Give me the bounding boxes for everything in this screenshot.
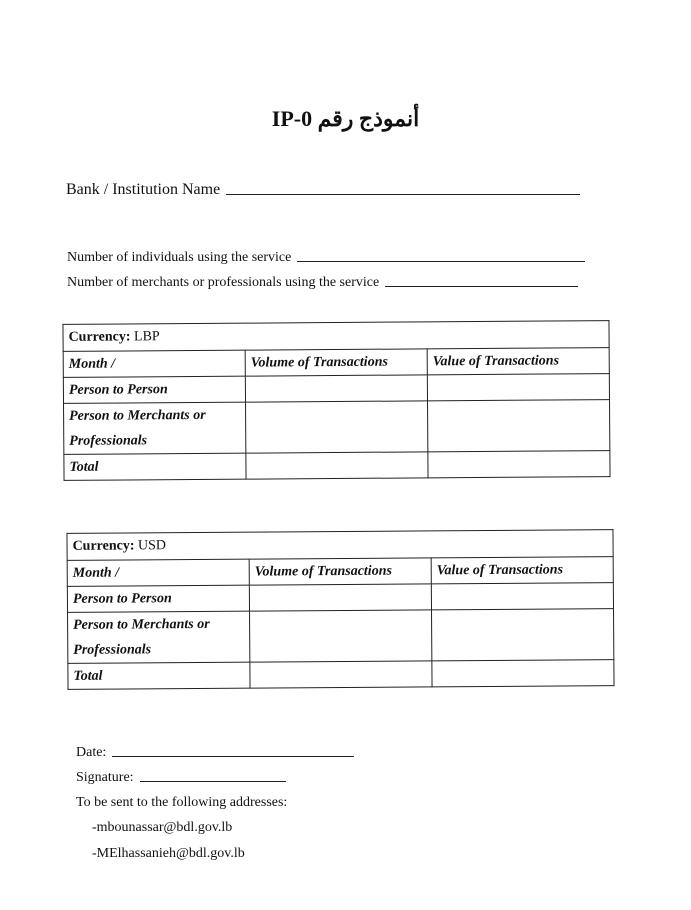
row-person-to-person: Person to Person (63, 376, 245, 403)
signature-field (76, 770, 286, 786)
currency-label: Currency: (68, 329, 131, 345)
bank-name-label: Bank / Institution Name (66, 181, 221, 198)
cell-input[interactable] (432, 609, 614, 661)
bank-name-blank[interactable] (226, 194, 580, 195)
row-person-to-merchants (64, 402, 246, 454)
merchants-label: Number of merchants or professionals using the service (67, 275, 380, 290)
bank-name-field (66, 181, 580, 199)
row-label-line2: Professionals (69, 433, 148, 449)
cell-input[interactable] (431, 583, 613, 610)
row-total: Total (64, 453, 246, 480)
cell-input[interactable] (427, 374, 609, 401)
email-address: -mbounassar@bdl.gov.lb (92, 820, 233, 835)
row-person-to-person: Person to Person (67, 585, 249, 612)
column-volume: Volume of Transactions (245, 349, 427, 376)
cell-input[interactable] (246, 401, 428, 453)
merchants-field (67, 275, 578, 291)
currency-value: LBP (133, 329, 160, 345)
cell-input[interactable] (250, 610, 432, 662)
cell-input[interactable] (246, 452, 428, 479)
row-total: Total (68, 662, 250, 689)
currency-value: USD (137, 538, 167, 554)
column-volume: Volume of Transactions (249, 558, 431, 585)
column-value: Value of Transactions (431, 557, 613, 584)
usd-currency-cell (67, 530, 613, 561)
row-person-to-merchants (68, 611, 250, 663)
individuals-label: Number of individuals using the service (67, 250, 292, 265)
currency-label: Currency: (72, 538, 135, 554)
signature-blank[interactable] (140, 781, 286, 782)
cell-input[interactable] (432, 660, 614, 687)
cell-input[interactable] (428, 400, 610, 452)
signature-label: Signature: (76, 770, 134, 785)
row-label-line2: Professionals (73, 642, 152, 658)
send-to-text: To be sent to the following addresses: (76, 795, 288, 810)
date-blank[interactable] (112, 756, 354, 757)
lbp-table (62, 320, 610, 481)
cell-input[interactable] (249, 584, 431, 611)
lbp-currency-cell (63, 321, 609, 352)
merchants-blank[interactable] (385, 286, 578, 287)
usd-table (66, 529, 614, 690)
cell-input[interactable] (428, 451, 610, 478)
date-field (76, 745, 354, 761)
date-label: Date: (76, 745, 107, 760)
column-month: Month / (63, 350, 245, 377)
form-title: IP-0 أنموذج رقم (271, 106, 420, 131)
individuals-blank[interactable] (297, 261, 585, 262)
column-value: Value of Transactions (427, 348, 609, 375)
email-address: -MElhassanieh@bdl.gov.lb (92, 846, 245, 861)
row-label-line1: Person to Merchants or (69, 407, 206, 424)
column-month: Month / (67, 559, 249, 586)
individuals-field (67, 250, 585, 266)
cell-input[interactable] (250, 661, 432, 688)
cell-input[interactable] (245, 375, 427, 402)
row-label-line1: Person to Merchants or (73, 616, 210, 633)
